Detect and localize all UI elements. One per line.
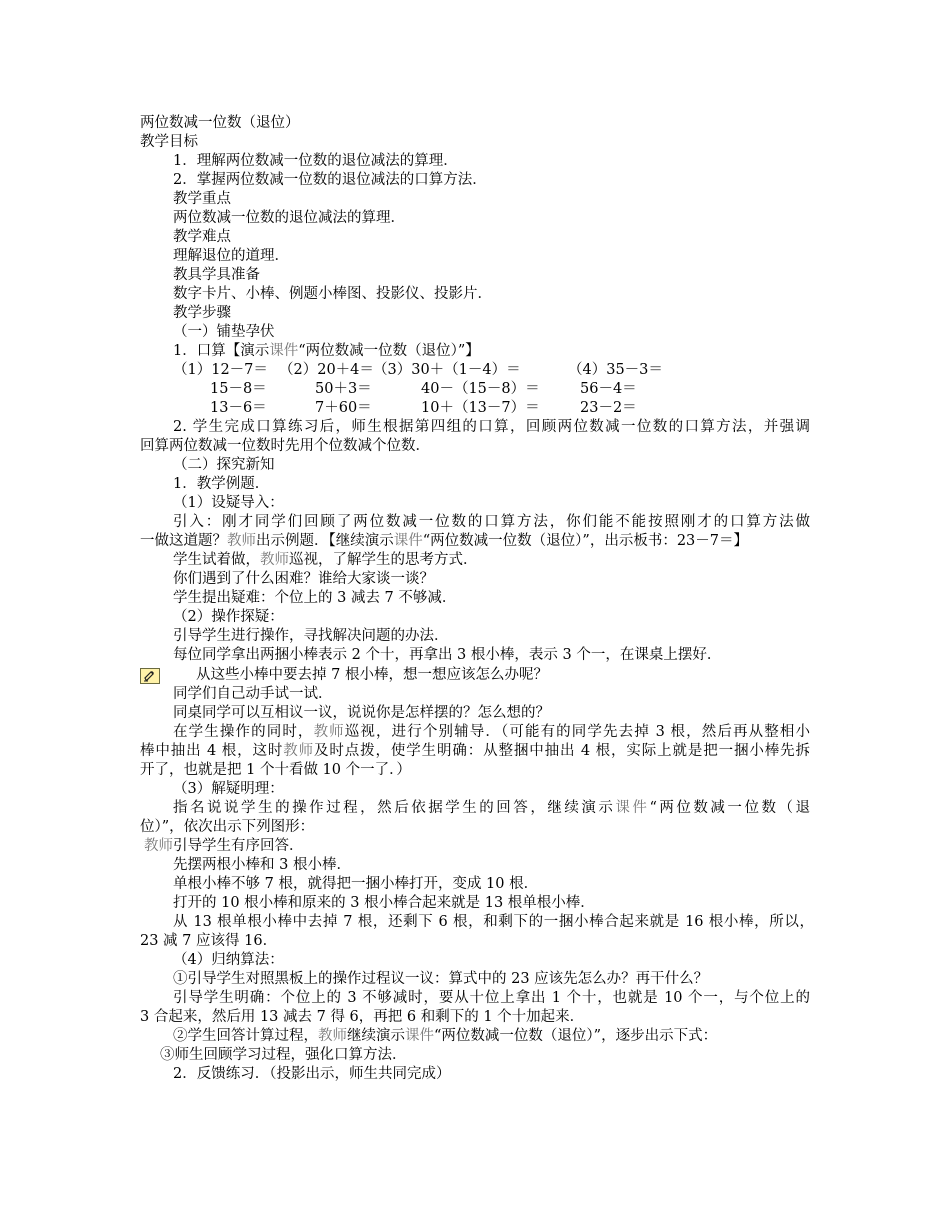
explain-text-2: “两位数减一位数（退	[649, 800, 810, 816]
step-1: （1）设疑导入：	[173, 495, 284, 511]
key-point: 两位数减一位数的退位减法的算理．	[173, 210, 405, 226]
pencil-note-icon[interactable]	[140, 668, 160, 684]
doc-title: 两位数减一位数（退位）	[140, 115, 300, 131]
teacher-link: 教师	[283, 743, 314, 759]
drill-cell: 15－8＝	[210, 381, 267, 397]
try-text: 学生试着做，	[173, 552, 260, 568]
heading-steps: 教学步骤	[173, 305, 231, 321]
first-step: 先摆两根小棒和 3 根小棒．	[173, 857, 351, 873]
courseware-link: 课件	[393, 533, 423, 549]
teacher-link: 教师	[313, 724, 345, 740]
drill-cell: 13－6＝	[210, 400, 267, 416]
intro-text-3: “两位数减一位数（退位）”，出示板书：23－7＝】	[422, 533, 748, 549]
section-2: （二）探究新知	[173, 457, 275, 473]
teacher-link: 教师	[144, 838, 173, 854]
feedback-practice: 2．反馈练习．（投影出示，师生共同完成）	[173, 1066, 451, 1082]
guide: 引导学生进行操作，寻找解决问题的办法．	[173, 628, 449, 644]
clarify-line-2: 3 合起来，然后用 13 减去 7 得 6，再把 6 和剩下的 1 个十加起来．	[140, 1009, 585, 1025]
teacher-link: 教师	[260, 552, 289, 568]
c2-text: ②学生回答计算过程，	[173, 1028, 318, 1044]
drill-cell: （4）35－3＝	[568, 362, 663, 378]
example-heading: 1．教学例题．	[173, 476, 270, 492]
explain-text: 指名说说学生的操作过程，然后依据学生的回答，继续演示	[173, 800, 616, 816]
courseware-link: 课件	[269, 343, 299, 359]
c2-text-3: “两位数减一位数（退位）”，逐步出示下式：	[434, 1028, 718, 1044]
operation-line	[173, 723, 810, 742]
intro-line: 引入：刚才同学们回顾了两位数减一位数的口算方法，你们能不能按照刚才的口算方法做	[173, 514, 810, 530]
op2-text: 棒中抽出 4 根，这时	[140, 743, 284, 759]
drill-cell: 7＋60＝	[315, 400, 372, 416]
difficulty: 理解退位的道理．	[173, 248, 289, 264]
pencil-glyph	[143, 670, 157, 682]
drill-cell: 50＋3＝	[315, 381, 372, 397]
op-text: 在学生操作的同时，	[173, 724, 314, 740]
paragraph-review: 2. 学生完成口算练习后，师生根据第四组的口算，回顾两位数减一位数的口算方法，并强调	[173, 419, 810, 435]
explain-line-2: 位）”，依次出示下列图形：	[140, 819, 315, 835]
heading-difficulty: 教学难点	[173, 229, 231, 245]
oral-calc-text: 1．口算【演示	[173, 343, 270, 359]
teacher-link: 教师	[227, 533, 256, 549]
drill-cell: 10＋（13－7）＝	[421, 400, 540, 416]
intro-text: 一做这道题？	[140, 533, 227, 549]
explain-line	[173, 799, 810, 818]
clarify-line: 引导学生明确：个位上的 3 不够减时，要从十位上拿出 1 个十，也就是 10 个一，与个位上的	[173, 990, 810, 1006]
discuss: 同桌同学可以互相议一议，说说你是怎样摆的？怎么想的？	[173, 705, 550, 721]
intro-line-2	[140, 532, 748, 551]
step-2: （2）操作探疑：	[173, 609, 284, 625]
drill-cell: 56－4＝	[580, 381, 637, 397]
order-text: 引导学生有序回答．	[173, 838, 304, 854]
goal-2: 2．掌握两位数减一位数的退位减法的口算方法．	[173, 172, 487, 188]
oral-calc-text-2: “两位数减一位数（退位）”】	[298, 343, 480, 359]
heading-key-point: 教学重点	[173, 191, 231, 207]
teacher-link: 教师	[318, 1028, 347, 1044]
try-line	[173, 551, 478, 570]
single-sticks: 单根小棒不够 7 根，就得把一捆小棒打开，变成 10 根．	[173, 876, 539, 892]
tools: 数字卡片、小棒、例题小棒图、投影仪、投影片．	[173, 286, 492, 302]
try-text-2: 巡视，了解学生的思考方式．	[289, 552, 478, 568]
heading-tools: 教具学具准备	[173, 267, 260, 283]
op2-text-2: 及时点拨，使学生明确：从整捆中抽出 4 根，实际上就是把一捆小棒先拆	[313, 743, 810, 759]
bundle: 每位同学拿出两捆小棒表示 2 个十，再拿出 3 根小棒，表示 3 个一，在课桌上摆好．	[173, 647, 722, 663]
conclusion-1: ①引导学生对照黑板上的操作过程议一议：算式中的 23 应该先怎么办？再干什么？	[173, 971, 709, 987]
remove-question: 从这些小棒中要去掉 7 根小棒，想一想应该怎么办呢？	[196, 667, 548, 683]
section-1: （一）铺垫孕伏	[173, 324, 275, 340]
from-13-line-2: 23 减 7 应该得 16．	[140, 933, 278, 949]
drill-cell: 23－2＝	[580, 400, 637, 416]
question: 你们遇到了什么困难？谁给大家谈一谈？	[173, 571, 434, 587]
doubt: 学生提出疑难：个位上的 3 减去 7 不够减．	[173, 590, 457, 606]
intro-text-2: 出示例题．【继续演示	[256, 533, 394, 549]
courseware-link: 课件	[405, 1028, 434, 1044]
paragraph-review-2: 回算两位数减一位数时先用个位数减个位数．	[140, 438, 430, 454]
step-4: （4）归纳算法：	[173, 952, 284, 968]
courseware-link: 课件	[615, 800, 650, 816]
c2-text-2: 继续演示	[347, 1028, 405, 1044]
opened-sticks: 打开的 10 根小棒和原来的 3 根小棒合起来就是 13 根单根小棒．	[173, 895, 595, 911]
drill-cell: （1）12－7＝	[173, 362, 268, 378]
oral-calc-line	[173, 342, 480, 361]
drill-cell: （2）20＋4＝	[279, 362, 374, 378]
conclusion-3: ③师生回顾学习过程，强化口算方法．	[160, 1047, 407, 1063]
self-try: 同学们自己动手试一试．	[173, 686, 333, 702]
drill-cell: 40－（15－8）＝	[421, 381, 540, 397]
heading-goals: 教学目标	[140, 134, 198, 150]
goal-1: 1．理解两位数减一位数的退位减法的算理．	[173, 153, 458, 169]
operation-line-2	[140, 742, 810, 761]
operation-line-3: 开了，也就是把 1 个十看做 10 个一了．）	[140, 762, 411, 778]
op-text-2: 巡视，进行个别辅导．（可能有的同学先去掉 3 根，然后再从整相小	[344, 724, 810, 740]
from-13-line: 从 13 根单根小棒中去掉 7 根，还剩下 6 根，和剩下的一捆小棒合起来就是 16 根小棒，所以，	[173, 914, 814, 930]
drill-cell: （3）30＋（1－4）＝	[373, 362, 521, 378]
step-3: （3）解疑明理：	[173, 781, 284, 797]
order-line	[144, 837, 304, 856]
conclusion-2	[173, 1027, 717, 1046]
